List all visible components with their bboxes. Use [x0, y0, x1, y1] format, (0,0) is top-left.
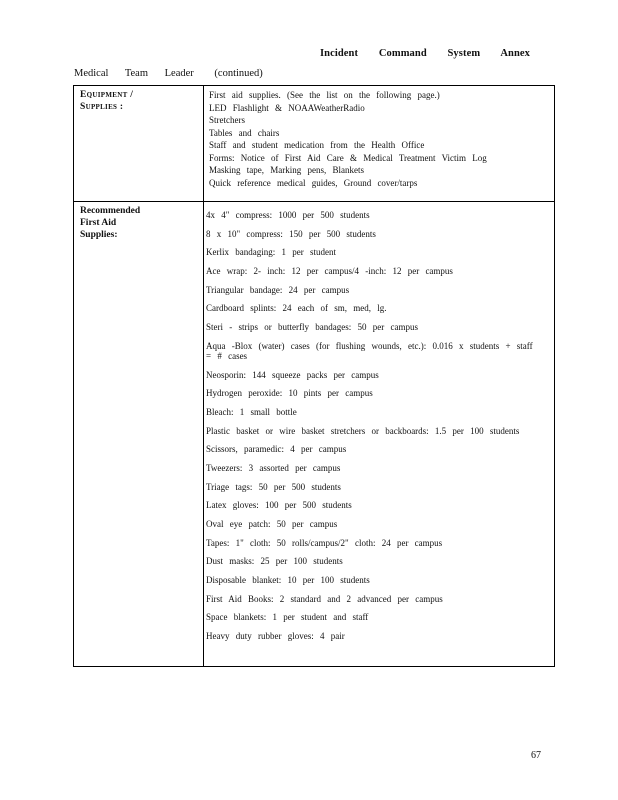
column-divider — [203, 86, 204, 666]
supply-item: Dust masks: 25 per 100 students — [206, 556, 343, 567]
supply-item: Ace wrap: 2- inch: 12 per campus/4 -inch: 12 per campus — [206, 266, 453, 277]
equipment-item: Forms: Notice of First Aid Care & Medical Treatment Victim Log — [209, 152, 487, 163]
supplies-list — [206, 210, 534, 650]
page-number: 67 — [531, 750, 541, 761]
equipment-item: Stretchers — [209, 115, 245, 125]
medical-supplies-table — [73, 85, 555, 667]
equipment-item: LED Flashlight & NOAAWeatherRadio — [209, 102, 365, 113]
supply-item: Scissors, paramedic: 4 per campus — [206, 444, 347, 455]
equipment-list — [209, 89, 548, 189]
supply-item: First Aid Books: 2 standard and 2 advanced per campus — [206, 593, 443, 604]
supply-item: 4x 4" compress: 1000 per 500 students — [206, 210, 370, 220]
equipment-item: Tables and chairs — [209, 127, 280, 138]
supplies-label-line3: Supplies: — [80, 230, 118, 240]
supply-item: Aqua -Blox (water) cases (for flushing wounds, etc.): 0.016 x students + staff = # cases — [206, 340, 533, 361]
supply-item: Oval eye patch: 50 per campus — [206, 519, 338, 529]
supply-item: Steri - strips or butterfly bandages: 50 per campus — [206, 322, 418, 333]
supply-item: Disposable blanket: 10 per 100 students — [206, 575, 370, 586]
supply-item: Kerlix bandaging: 1 per student — [206, 247, 336, 258]
annex-title: Incident Command System Annex — [319, 48, 530, 59]
supply-item: 8 x 10" compress: 150 per 500 students — [206, 228, 376, 239]
equipment-label — [80, 89, 196, 113]
role-title: Medical Team Leader — [74, 68, 194, 79]
supply-item: Bleach: 1 small bottle — [206, 406, 297, 417]
supply-item: Heavy duty rubber gloves: 4 pair — [206, 631, 345, 642]
equipment-label-line1: Equipment / — [80, 90, 134, 100]
supplies-label-line2: First Aid — [80, 218, 117, 228]
supply-item: Plastic basket or wire basket stretchers or backboards: 1.5 per 100 students — [206, 425, 520, 436]
supply-item: Latex gloves: 100 per 500 students — [206, 500, 352, 511]
section-subheader — [74, 68, 263, 79]
supplies-label — [80, 205, 140, 241]
equipment-item: Masking tape, Marking pens, Blankets — [209, 165, 364, 175]
equipment-label-line2: Supplies : — [80, 102, 124, 112]
supplies-label-line1: Recommended — [80, 206, 141, 216]
supply-item: Cardboard splints: 24 each of sm, med, lg. — [206, 303, 387, 314]
supply-item: Hydrogen peroxide: 10 pints per campus — [206, 388, 373, 399]
supply-item: Tapes: 1" cloth: 50 rolls/campus/2" cloth: 24 per campus — [206, 537, 443, 548]
supply-item: Neosporin: 144 squeeze packs per campus — [206, 369, 379, 380]
supply-item: Tweezers: 3 assorted per campus — [206, 462, 341, 473]
equipment-item: Quick reference medical guides, Ground cover/tarps — [209, 177, 418, 188]
equipment-item: First aid supplies. (See the list on the following page.) — [209, 90, 440, 100]
continued-label: (continued) — [214, 68, 263, 79]
supply-item: Triangular bandage: 24 per campus — [206, 284, 350, 295]
equipment-item: Staff and student medication from the Health Office — [209, 140, 425, 150]
supply-item: Space blankets: 1 per student and staff — [206, 612, 369, 623]
supply-item: Triage tags: 50 per 500 students — [206, 481, 341, 492]
